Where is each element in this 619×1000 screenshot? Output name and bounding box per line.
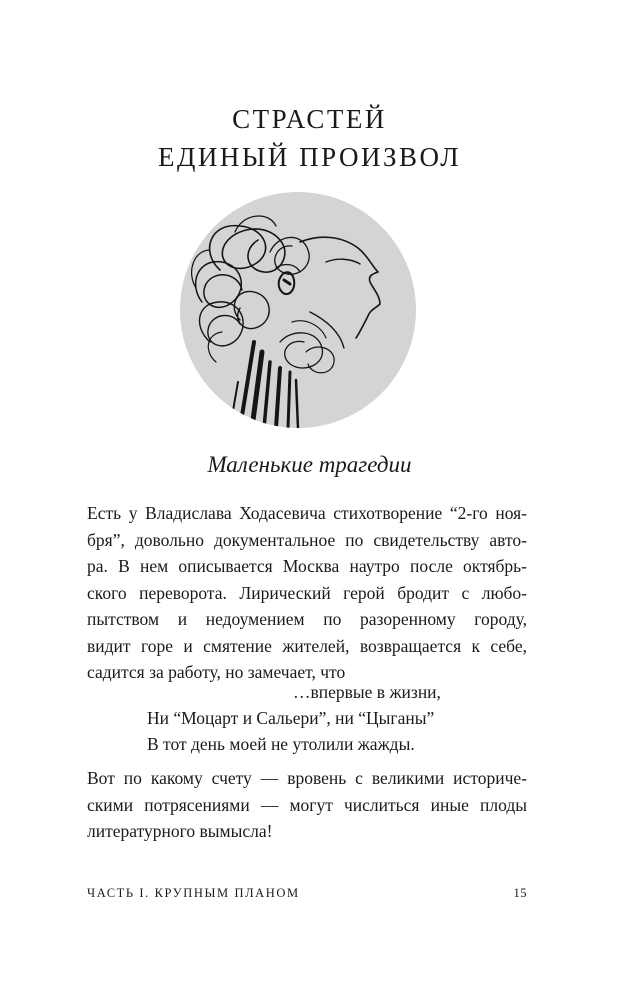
poem-line: …впервые в жизни, [293,682,441,702]
text-line: видит горе и смятение жителей, возвращается к себе, [87,635,527,656]
paragraph-2 [87,765,527,845]
poem-quote [147,679,487,757]
text-line: ра. В нем описывается Москва наутро после октябрь- [87,556,527,576]
text-line: Вот по какому счету — вровень с великими историче- [87,768,527,788]
text-line: Есть у Владислава Ходасевича стихотворение “2-го ноя- [87,503,527,523]
chapter-title [0,100,619,176]
paragraph-1 [87,500,527,686]
text-line: бря”, довольно документальное по свидетельству авто- [87,529,527,550]
text-line: литературного вымысла! [87,821,273,841]
text-line: садится за работу, но замечает, что [87,662,346,682]
poem-line: Ни “Моцарт и Сальери”, ни “Цыганы” [147,708,435,728]
poem-line: В тот день моей не утолили жажды. [147,734,415,754]
running-head: ЧАСТЬ I. КРУПНЫМ ПЛАНОМ [87,886,300,900]
chapter-title-line-2: ЕДИНЫЙ ПРОИЗВОЛ [157,142,462,172]
sketch-portrait-icon [180,192,416,428]
page-number: 15 [513,886,527,900]
section-title: Маленькие трагедии [207,452,412,477]
text-line: пытством и недоумением по разоренному городу, [87,609,527,629]
text-line: скими потрясениями — могут числиться иные плоды [87,794,527,815]
chapter-title-line-1: СТРАСТЕЙ [232,104,387,134]
text-line: ского переворота. Лирический герой бродит с любо- [87,582,527,603]
